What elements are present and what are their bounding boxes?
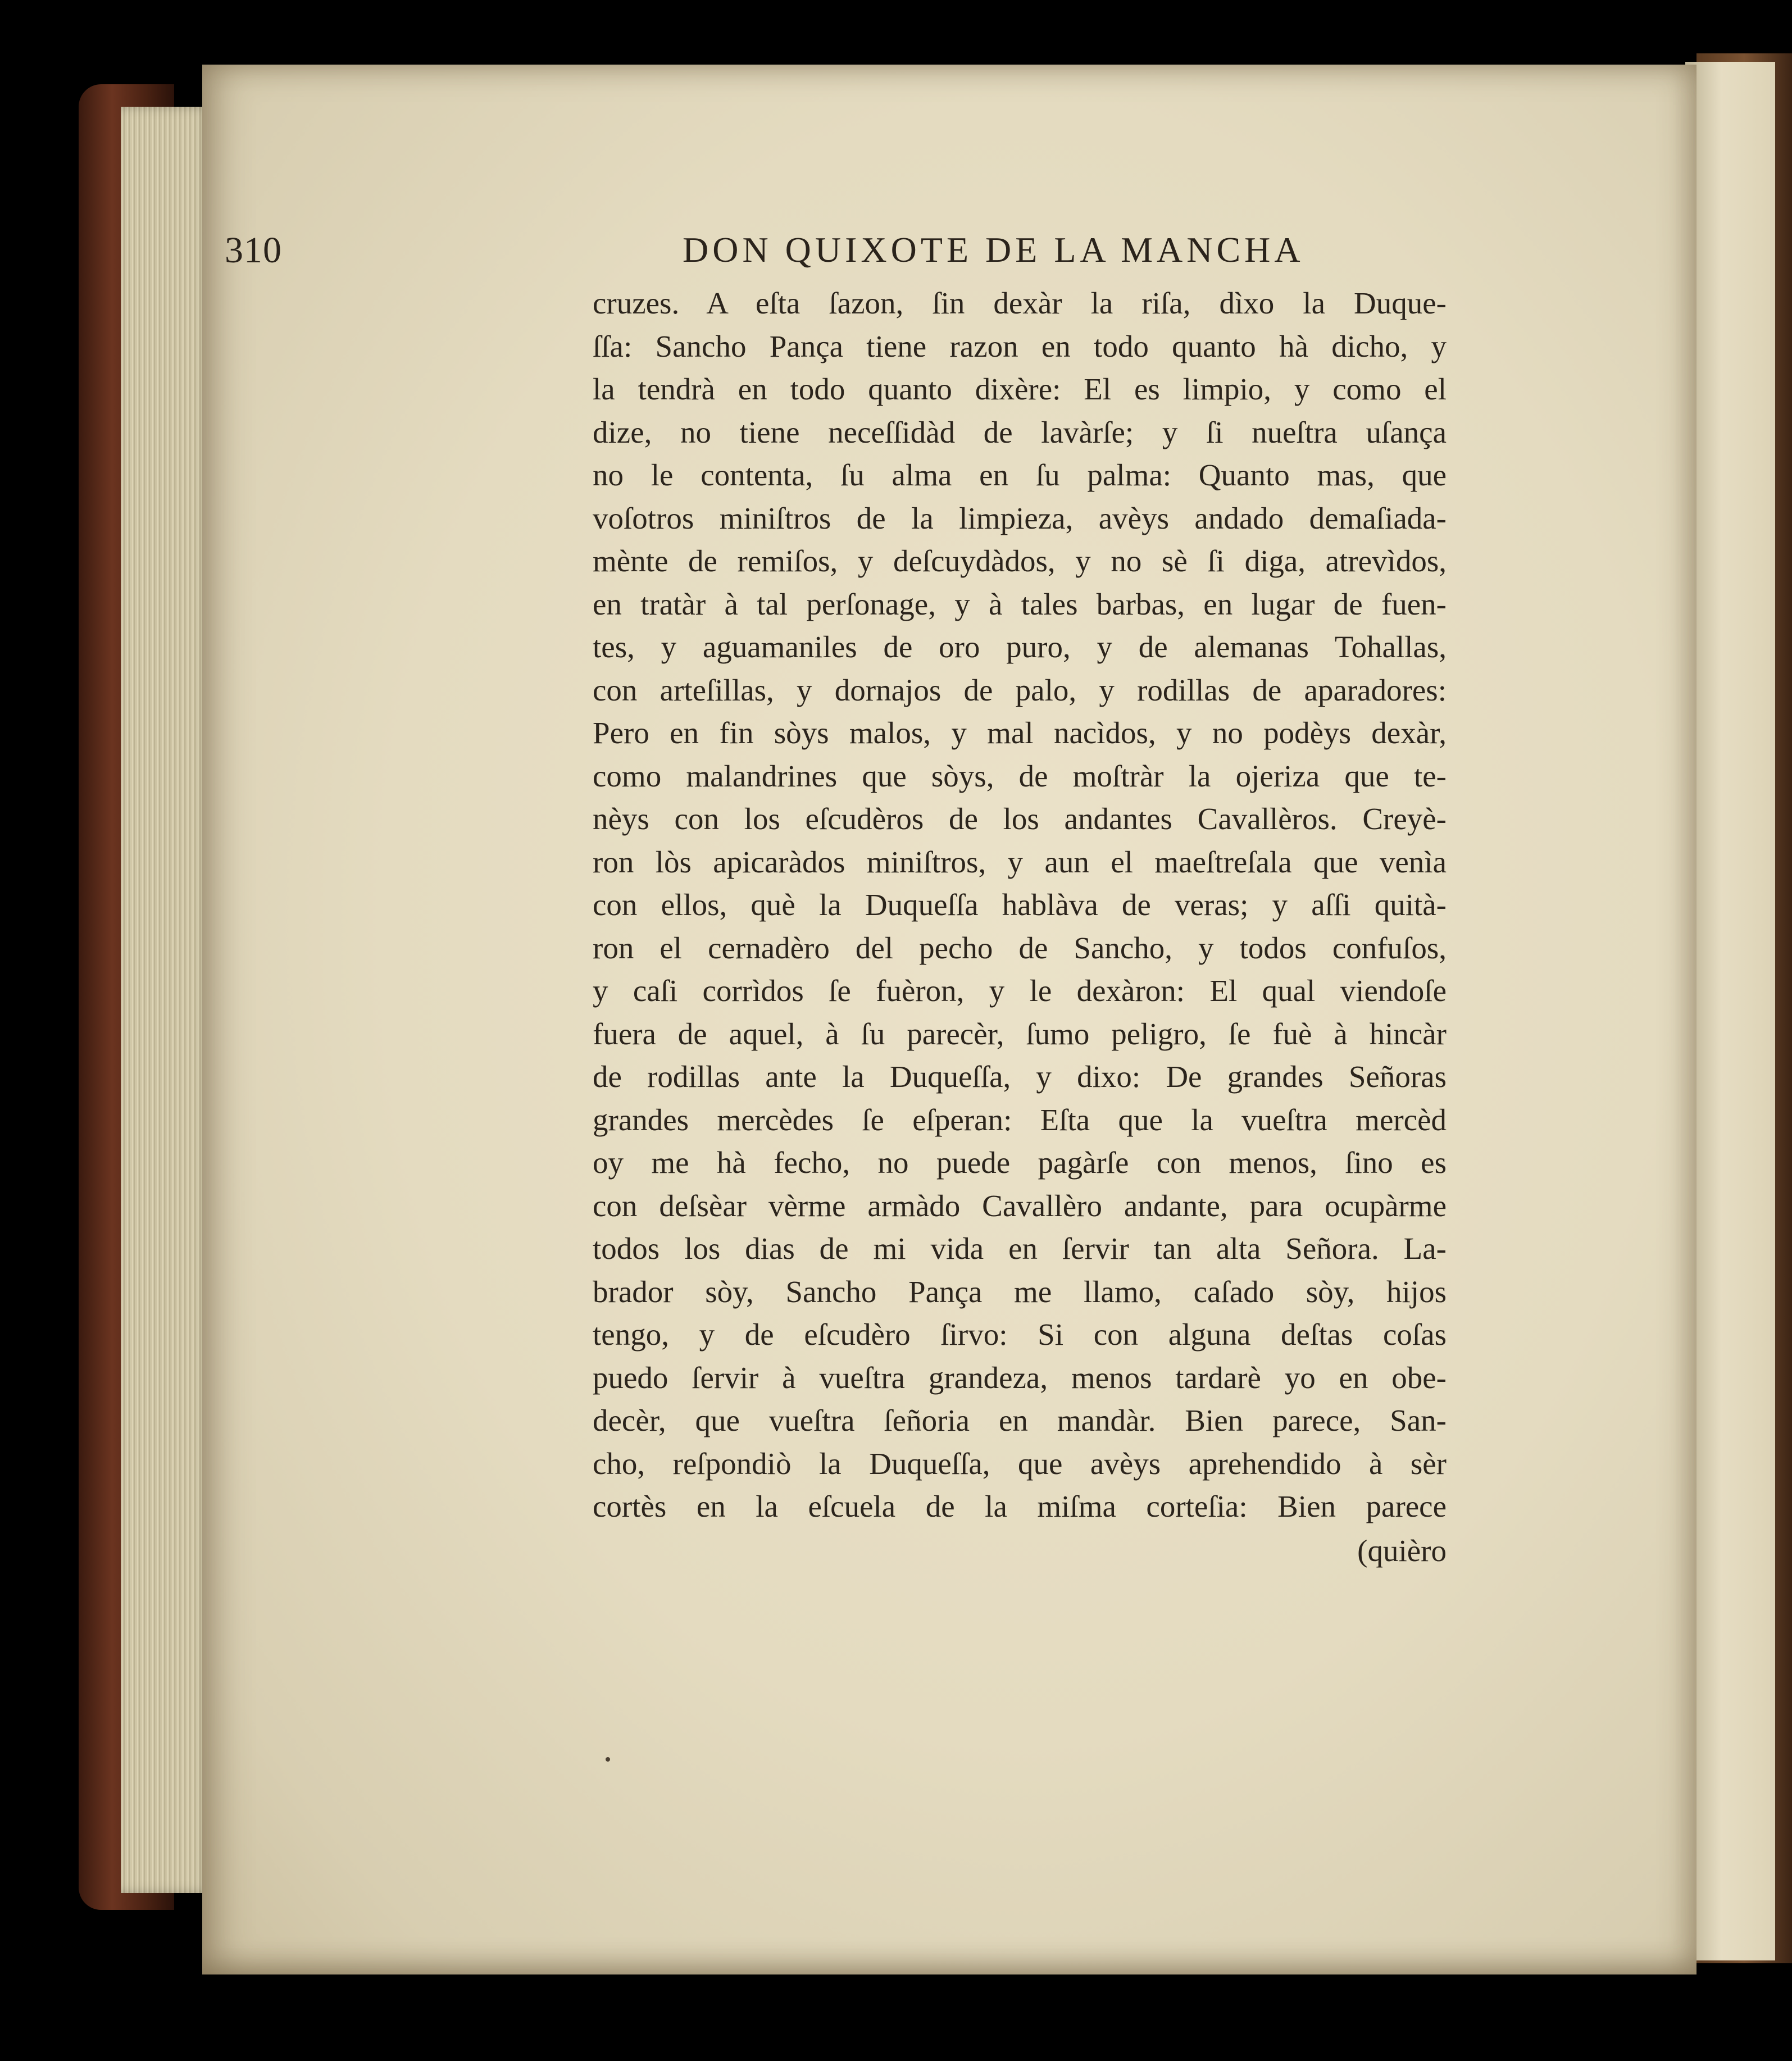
text-line: mènte de remiſos, y deſcuydàdos, y no sè ſi diga, atrevìdos, xyxy=(593,544,1447,578)
text-line: brador sòy, Sancho Pança me llamo, caſado sòy, hijos xyxy=(593,1274,1447,1309)
catchword: (quièro xyxy=(1357,1533,1447,1568)
text-line: Pero en fin sòys malos, y mal nacìdos, y no podèys dexàr, xyxy=(593,716,1447,750)
text-line: en tratàr à tal perſonage, y à tales barbas, en lugar de fuen- xyxy=(593,586,1447,621)
text-line: decèr, que vueſtra ſeñoria en mandàr. Bien parece, San- xyxy=(593,1403,1447,1437)
text-line: de rodillas ante la Duqueſſa, y dixo: De grandes Señoras xyxy=(593,1059,1447,1094)
text-line: puedo ſervir à vueſtra grandeza, menos tardarè yo en obe- xyxy=(593,1360,1447,1395)
page-number: 310 xyxy=(225,230,282,271)
body-text xyxy=(593,282,1447,1573)
running-title: DON QUIXOTE DE LA MANCHA xyxy=(683,230,1304,270)
text-line: nèys con los eſcudèros de los andantes Cavallèros. Creyè- xyxy=(593,802,1447,836)
text-line: dize, no tiene neceſſidàd de lavàrſe; y ſi nueſtra uſança xyxy=(593,415,1447,449)
text-line: grandes mercèdes ſe eſperan: Eſta que la vueſtra mercèd xyxy=(593,1102,1447,1137)
text-line: tes, y aguamaniles de oro puro, y de alemanas Tohallas, xyxy=(593,630,1447,664)
paper-speck xyxy=(606,1757,610,1762)
text-line: cruzes. A eſta ſazon, ſin dexàr la riſa, dìxo la Duque- xyxy=(593,286,1447,320)
text-line: ſſa: Sancho Pança tiene razon en todo quanto hà dicho, y xyxy=(593,329,1447,363)
text-line: voſotros miniſtros de la limpieza, avèys andado demaſiada- xyxy=(593,501,1447,535)
text-line: ron el cernadèro del pecho de Sancho, y todos confuſos, xyxy=(593,930,1447,965)
text-line: oy me hà fecho, no puede pagàrſe con menos, ſino es xyxy=(593,1145,1447,1180)
text-line: todos los dias de mi vida en ſervir tan alta Señora. La- xyxy=(593,1231,1447,1266)
text-line: no le contenta, ſu alma en ſu palma: Quanto mas, que xyxy=(593,458,1447,492)
text-line: con ellos, què la Duqueſſa hablàva de veras; y aſſi quità- xyxy=(593,888,1447,922)
text-line: cortès en la eſcuela de la miſma corteſia: Bien parece xyxy=(593,1489,1447,1523)
text-line: ron lòs apicaràdos miniſtros, y aun el maeſtreſala que venìa xyxy=(593,844,1447,879)
page-edges xyxy=(121,107,211,1893)
text-line: fuera de aquel, à ſu parecèr, ſumo peligro, ſe fuè à hincàr xyxy=(593,1016,1447,1051)
text-line: como malandrines que sòys, de moſtràr la ojeriza que te- xyxy=(593,758,1447,793)
text-line: con arteſillas, y dornajos de palo, y rodillas de aparadores: xyxy=(593,672,1447,707)
text-line: y caſi corrìdos ſe fuèron, y le dexàron: El qual viendoſe xyxy=(593,973,1447,1008)
text-line: cho, reſpondiò la Duqueſſa, que avèys aprehendido à sèr xyxy=(593,1446,1447,1481)
facing-page-edge xyxy=(1685,62,1775,1960)
text-line: la tendrà en todo quanto dixère: El es limpio, y como el xyxy=(593,372,1447,406)
text-line: tengo, y de eſcudèro ſirvo: Si con alguna deſtas coſas xyxy=(593,1317,1447,1352)
text-line: con deſsèar vèrme armàdo Cavallèro andante, para ocupàrme xyxy=(593,1188,1447,1223)
